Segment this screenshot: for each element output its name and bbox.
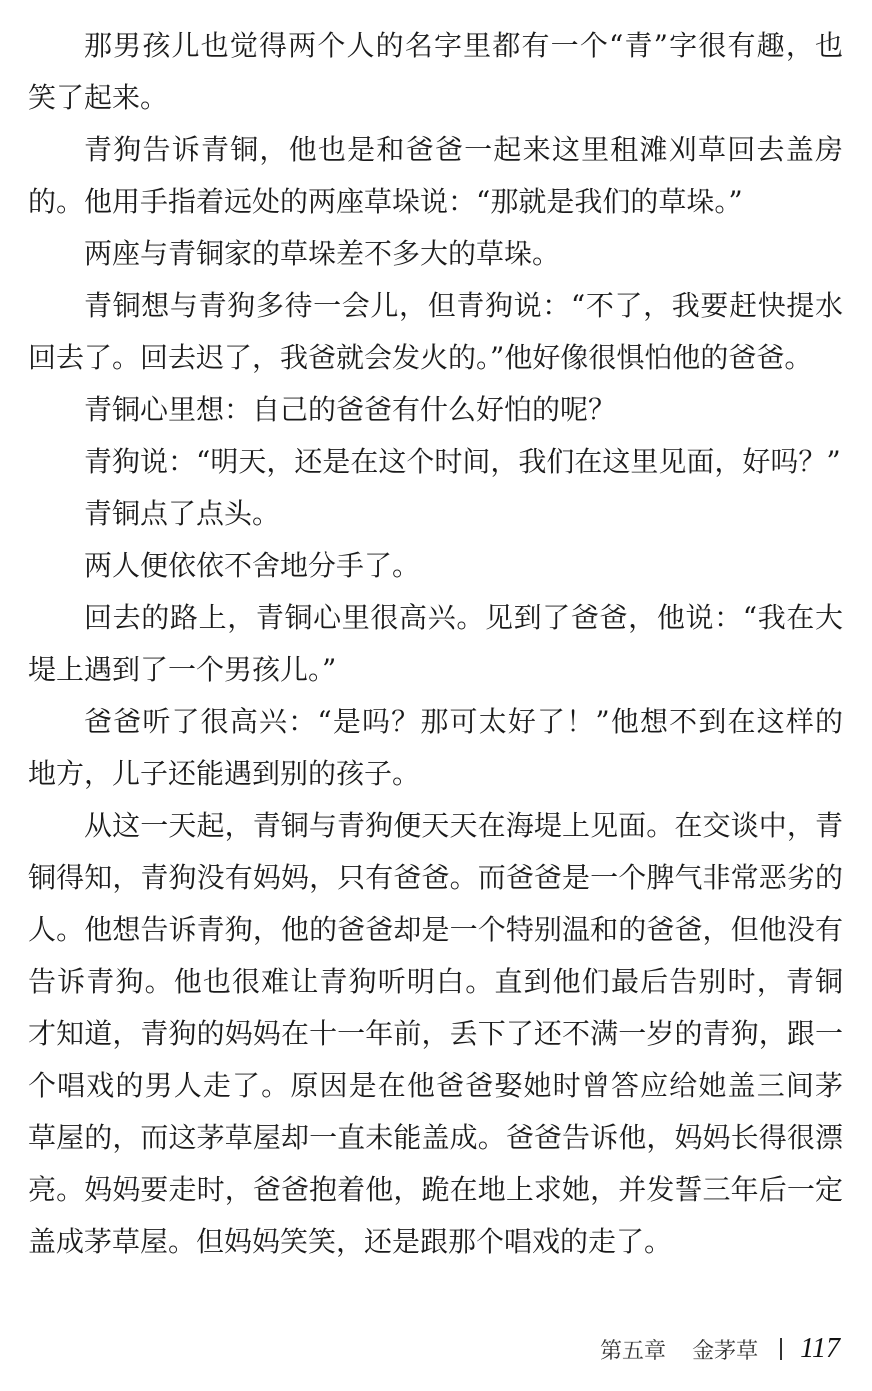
text-line: 地方，儿子还能遇到别的孩子。 [28, 757, 421, 790]
paragraph [28, 488, 843, 540]
text-line: 爸爸听了很高兴：“是吗？那可太好了！”他想不到在这样的 [84, 705, 843, 738]
chapter-label: 第五章 [600, 1338, 667, 1364]
text-line: 回去的路上，青铜心里很高兴。见到了爸爸，他说：“我在大 [84, 601, 843, 634]
text-line: 两人便依依不舍地分手了。 [84, 549, 421, 582]
text-line: 草屋的，而这茅草屋却一直未能盖成。爸爸告诉他，妈妈长得很漂 [28, 1121, 843, 1154]
text-line: 青铜心里想：自己的爸爸有什么好怕的呢？ [84, 393, 617, 426]
text-line: 才知道，青狗的妈妈在十一年前，丢下了还不满一岁的青狗，跟一 [28, 1017, 843, 1050]
paragraph [28, 800, 843, 1268]
paragraph [28, 280, 843, 384]
text-line: 亮。妈妈要走时，爸爸抱着他，跪在地上求她，并发誓三年后一定 [28, 1173, 843, 1206]
text-line: 那男孩儿也觉得两个人的名字里都有一个“青”字很有趣，也 [84, 29, 843, 62]
paragraph [28, 696, 843, 800]
chapter-title: 金茅草 [692, 1338, 759, 1364]
text-line: 从这一天起，青铜与青狗便天天在海堤上见面。在交谈中，青 [84, 809, 843, 842]
text-line: 堤上遇到了一个男孩儿。” [28, 653, 337, 686]
text-line: 回去了。回去迟了，我爸就会发火的。”他好像很惧怕他的爸爸。 [28, 341, 813, 374]
paragraph [28, 592, 843, 696]
paragraph [28, 540, 843, 592]
text-line: 青狗说：“明天，还是在这个时间，我们在这里见面，好吗？” [84, 445, 841, 478]
text-line: 人。他想告诉青狗，他的爸爸却是一个特别温和的爸爸，但他没有 [28, 913, 843, 946]
paragraph [28, 436, 843, 488]
text-line: 青狗告诉青铜，他也是和爸爸一起来这里租滩刈草回去盖房 [84, 133, 843, 166]
text-line: 笑了起来。 [28, 81, 169, 114]
text-line: 的。他用手指着远处的两座草垛说：“那就是我们的草垛。” [28, 185, 743, 218]
footer-divider [780, 1338, 782, 1360]
text-line: 个唱戏的男人走了。原因是在他爸爸娶她时曾答应给她盖三间茅 [28, 1069, 843, 1102]
paragraph [28, 228, 843, 280]
paragraph [28, 384, 843, 436]
text-line: 两座与青铜家的草垛差不多大的草垛。 [84, 237, 561, 270]
text-line: 青铜点了点头。 [84, 497, 281, 530]
page-number: 117 [800, 1333, 840, 1364]
text-line: 铜得知，青狗没有妈妈，只有爸爸。而爸爸是一个脾气非常恶劣的 [28, 861, 843, 894]
paragraph [28, 124, 843, 228]
paragraph [28, 20, 843, 124]
text-line: 告诉青狗。他也很难让青狗听明白。直到他们最后告别时，青铜 [28, 965, 843, 998]
page-body [28, 20, 843, 1268]
page-footer [600, 1333, 840, 1365]
text-line: 青铜想与青狗多待一会儿，但青狗说：“不了，我要赶快提水 [84, 289, 843, 322]
text-line: 盖成茅草屋。但妈妈笑笑，还是跟那个唱戏的走了。 [28, 1225, 673, 1258]
